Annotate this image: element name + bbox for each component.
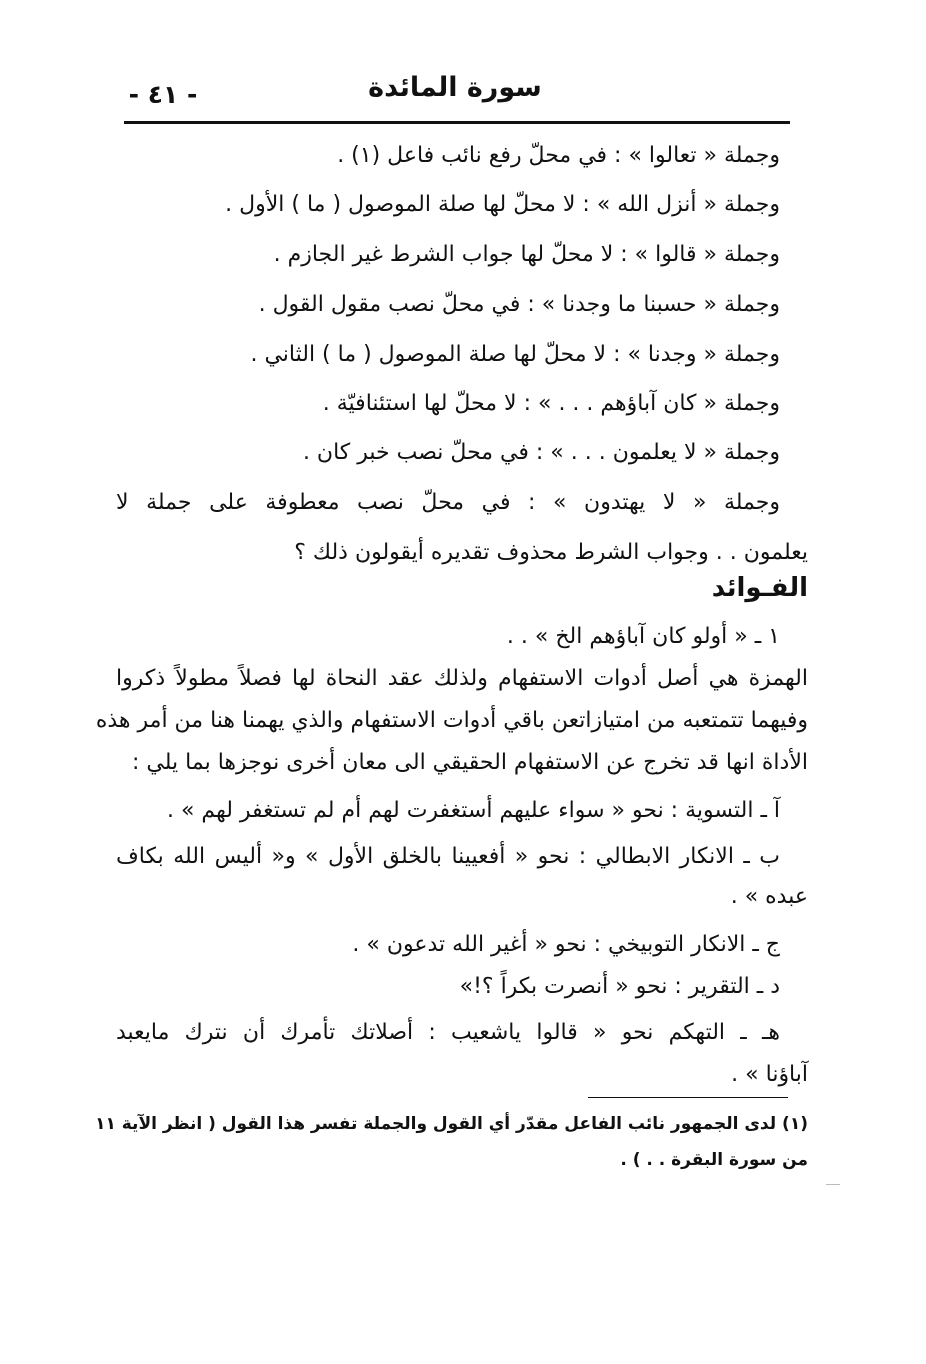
benefit-line: ب ـ الانكار الابطالي : نحو « أفعيينا بالخلق الأول » و« أليس الله بكاف: [116, 844, 780, 869]
header-divider: [124, 121, 790, 124]
analysis-line: وجملة « تعالوا » : في محلّ رفع نائب فاعل (١) .: [337, 143, 780, 168]
analysis-line: وجملة « أنزل الله » : لا محلّ لها صلة الموصول ( ما ) الأول .: [225, 192, 780, 217]
analysis-line: وجملة « قالوا » : لا محلّ لها جواب الشرط غير الجازم .: [273, 242, 780, 267]
section-heading: الفـوائد: [711, 573, 808, 603]
analysis-line: وجملة « حسبنا ما وجدنا » : في محلّ نصب مقول القول .: [258, 292, 780, 317]
footnote-line: من سورة البقرة . . ) .: [620, 1150, 808, 1170]
analysis-line: وجملة « لا يعلمون . . . » : في محلّ نصب خبر كان .: [302, 440, 780, 465]
benefit-line: الأداة انها قد تخرج عن الاستفهام الحقيقي الى معان أخرى نوجزها بما يلي :: [132, 750, 808, 775]
benefit-line: آباؤنا » .: [731, 1062, 808, 1087]
scan-mark: [826, 1184, 840, 1185]
analysis-line: وجملة « لا يهتدون » : في محلّ نصب معطوفة على جملة لا: [116, 490, 780, 515]
analysis-line: يعلمون . . وجواب الشرط محذوف تقديره أيقولون ذلك ؟: [294, 540, 808, 565]
benefit-line: هـ ـ التهكم نحو « قالوا ياشعيب : أصلاتك تأمرك أن نترك مايعبد: [116, 1020, 780, 1045]
analysis-line: وجملة « كان آباؤهم . . . » : لا محلّ لها استئنافيّة .: [322, 391, 780, 416]
benefit-line: آ ـ التسوية : نحو « سواء عليهم أستغفرت لهم أم لم تستغفر لهم » .: [166, 798, 780, 823]
footnote-line: (١) لدى الجمهور نائب الفاعل مقدّر أي القول والجملة تفسر هذا القول ( انظر الآية ١١: [95, 1114, 808, 1134]
footnote-divider: [588, 1097, 788, 1098]
benefit-line: وفيهما تتمتعبه من امتيازاتعن باقي أدوات الاستفهام والذي يهمنا هنا من أمر هذه: [95, 708, 808, 733]
page-number: - ٤١ -: [128, 80, 198, 109]
benefit-line: ١ ـ « أولو كان آباؤهم الخ » . .: [506, 624, 780, 649]
benefit-line: عبده » .: [730, 884, 808, 909]
benefit-line: الهمزة هي أصل أدوات الاستفهام ولذلك عقد النحاة لها فصلاً مطولاً ذكروا: [116, 666, 808, 691]
analysis-line: وجملة « وجدنا » : لا محلّ لها صلة الموصول ( ما ) الثاني .: [250, 342, 780, 367]
benefit-line: ج ـ الانكار التوبيخي : نحو « أغير الله تدعون » .: [352, 932, 780, 957]
page-title: سورة المائدة: [368, 72, 542, 103]
benefit-line: د ـ التقرير : نحو « أنصرت بكراً ؟!»: [459, 974, 780, 999]
